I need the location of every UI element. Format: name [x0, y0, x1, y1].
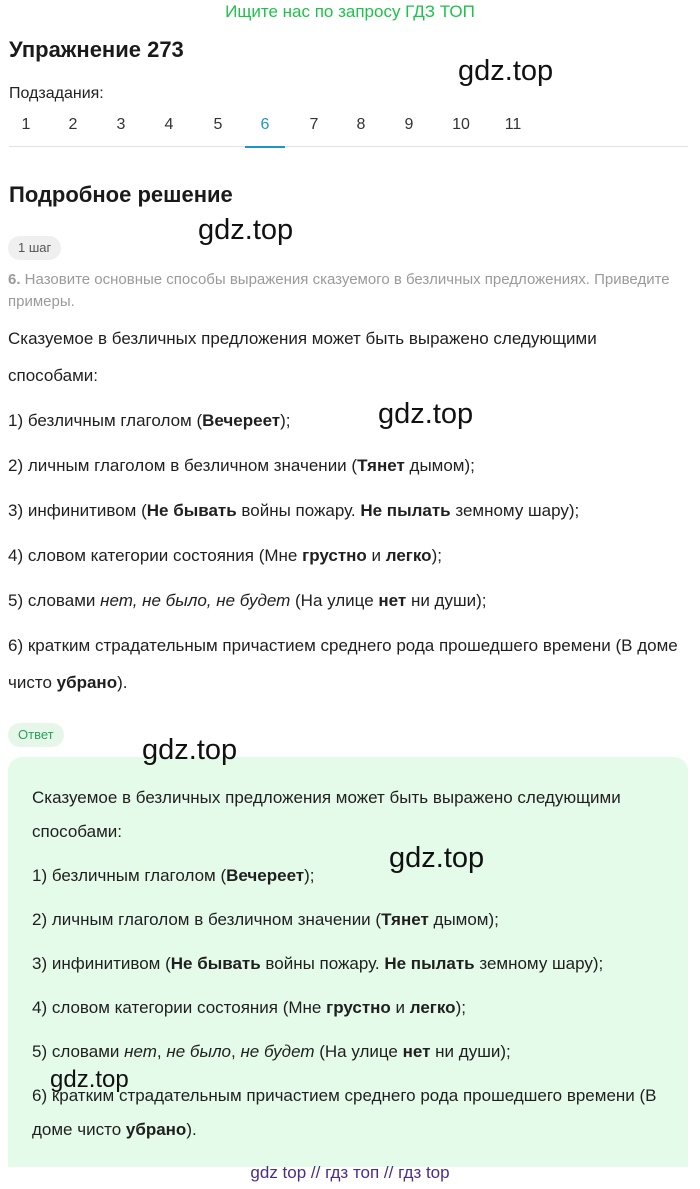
- watermark: gdz.top: [198, 214, 294, 246]
- italic-term: нет: [124, 1042, 157, 1061]
- text-segment: ).: [117, 673, 128, 692]
- answer-box: [8, 757, 688, 1167]
- text-segment: земному шару);: [474, 954, 604, 973]
- text-segment: дымом);: [404, 456, 475, 475]
- subtask-tab-6[interactable]: 6: [245, 104, 285, 148]
- task-number: 6.: [8, 271, 21, 288]
- task-statement: [8, 269, 678, 313]
- bold-example: грустно: [302, 546, 367, 565]
- subtask-tabs: [9, 104, 688, 147]
- bold-example: грустно: [326, 998, 391, 1017]
- subtask-tab-3[interactable]: 3: [116, 116, 126, 133]
- subtask-tab-8[interactable]: 8: [356, 116, 366, 133]
- footer-links[interactable]: gdz top // гдз топ // гдз top: [250, 1163, 450, 1182]
- text-segment: 1) безличным глаголом (: [8, 411, 203, 430]
- subtask-tab-9[interactable]: 9: [404, 116, 414, 133]
- text-segment: );: [455, 998, 466, 1017]
- text-segment: Сказуемое в безличных предложения может быть выражено следующими способами:: [32, 788, 621, 841]
- answer-badge: Ответ: [8, 723, 64, 747]
- bold-example: Вечереет: [202, 411, 281, 430]
- bold-example: Не пылать: [384, 954, 475, 973]
- text-segment: войны пожару.: [260, 954, 385, 973]
- bold-example: убрано: [125, 1120, 187, 1139]
- text-segment: (На улице: [314, 1042, 403, 1061]
- text-segment: 3) инфинитивом (: [8, 501, 147, 520]
- text-segment: 6) кратким страдательным причастием среднего рода прошедшего времени (В доме чисто: [8, 636, 678, 692]
- text-segment: 5) словами: [8, 591, 101, 610]
- page-title: Упражнение 273: [9, 37, 184, 62]
- promo-banner[interactable]: Ищите нас по запросу ГДЗ ТОП: [225, 2, 475, 21]
- text-line: [32, 903, 672, 937]
- subtask-tab-5[interactable]: 5: [213, 116, 223, 133]
- text-line: [32, 781, 672, 849]
- text-segment: ,: [156, 1042, 167, 1061]
- text-line: [32, 947, 672, 981]
- text-segment: ).: [186, 1120, 197, 1139]
- bold-example: убрано: [56, 673, 118, 692]
- text-segment: 1) безличным глаголом (: [32, 866, 227, 885]
- italic-term: не будет: [240, 1042, 315, 1061]
- italic-term: не было: [166, 1042, 231, 1061]
- text-line: [32, 1035, 672, 1069]
- text-line: [8, 447, 688, 484]
- subtasks-label: Подзадания:: [9, 85, 104, 102]
- text-segment: 3) инфинитивом (: [32, 954, 171, 973]
- text-segment: Сказуемое в безличных предложения может быть выражено следующими способами:: [8, 329, 597, 385]
- subtask-tab-11[interactable]: 11: [504, 116, 522, 133]
- text-segment: ни души);: [406, 591, 487, 610]
- text-line: [32, 859, 672, 893]
- subtask-tab-10[interactable]: 10: [452, 116, 470, 133]
- text-segment: 6) кратким страдательным причастием среднего рода прошедшего времени (В доме чисто: [32, 1086, 657, 1139]
- text-segment: дымом);: [428, 910, 499, 929]
- text-line: [8, 582, 688, 619]
- text-line: [8, 492, 688, 529]
- bold-example: нет: [378, 591, 407, 610]
- text-segment: 5) словами: [32, 1042, 125, 1061]
- text-line: [8, 320, 688, 394]
- text-segment: );: [280, 411, 291, 430]
- bold-example: Тянет: [381, 910, 429, 929]
- bold-example: нет: [402, 1042, 431, 1061]
- subtask-tab-7[interactable]: 7: [309, 116, 319, 133]
- bold-example: легко: [409, 998, 456, 1017]
- step-badge: 1 шаг: [8, 236, 61, 260]
- text-line: [8, 537, 688, 574]
- watermark: gdz.top: [458, 55, 554, 87]
- text-segment: войны пожару.: [236, 501, 361, 520]
- bold-example: легко: [385, 546, 432, 565]
- text-segment: земному шару);: [450, 501, 580, 520]
- text-segment: (На улице: [290, 591, 379, 610]
- bold-example: Не пылать: [360, 501, 451, 520]
- text-segment: ,: [231, 1042, 241, 1061]
- text-segment: 4) словом категории состояния (Мне: [32, 998, 327, 1017]
- task-text: Назовите основные способы выражения сказуемого в безличных предложениях. Приведите примеры.: [8, 271, 670, 310]
- watermark: gdz.top: [378, 398, 474, 430]
- text-segment: 4) словом категории состояния (Мне: [8, 546, 303, 565]
- text-segment: );: [304, 866, 315, 885]
- watermark: gdz.top: [50, 1066, 129, 1093]
- text-segment: и: [366, 546, 386, 565]
- text-segment: ни души);: [430, 1042, 511, 1061]
- section-title: Подробное решение: [9, 182, 233, 207]
- subtask-tab-4[interactable]: 4: [164, 116, 174, 133]
- text-segment: и: [390, 998, 410, 1017]
- bold-example: Вечереет: [226, 866, 305, 885]
- subtask-tab-2[interactable]: 2: [68, 116, 78, 133]
- text-segment: 2) личным глаголом в безличном значении (: [8, 456, 358, 475]
- text-segment: 2) личным глаголом в безличном значении (: [32, 910, 382, 929]
- text-line: [8, 627, 688, 701]
- bold-example: Тянет: [357, 456, 405, 475]
- text-line: [32, 991, 672, 1025]
- bold-example: Не бывать: [146, 501, 237, 520]
- italic-term: нет, не было, не будет: [100, 591, 291, 610]
- watermark: gdz.top: [389, 842, 485, 874]
- subtask-tab-1[interactable]: 1: [21, 116, 31, 133]
- text-line: [8, 402, 688, 439]
- bold-example: Не бывать: [170, 954, 261, 973]
- text-segment: );: [431, 546, 442, 565]
- solution-text: [8, 320, 688, 701]
- watermark: gdz.top: [142, 734, 238, 766]
